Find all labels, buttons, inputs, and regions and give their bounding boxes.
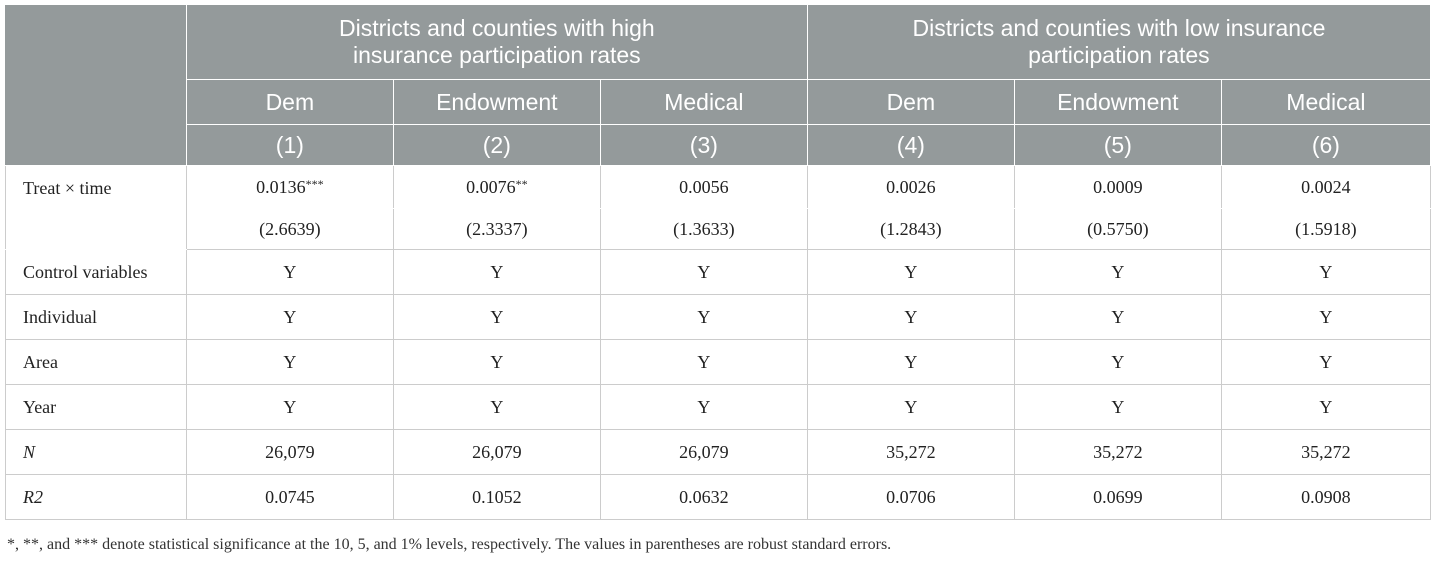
- coef-cell: 0.0056: [600, 166, 807, 209]
- table-cell: 0.0699: [1014, 475, 1221, 520]
- row-label-year: Year: [6, 385, 187, 430]
- column-header-name: Dem: [807, 80, 1014, 125]
- table-cell: 0.0706: [807, 475, 1014, 520]
- significance-stars: ***: [305, 176, 324, 191]
- table-cell: 26,079: [600, 430, 807, 475]
- table-header: [6, 5, 1431, 166]
- table-cell: Y: [393, 340, 600, 385]
- table-row-individual: [6, 295, 1431, 340]
- table-cell: Y: [600, 340, 807, 385]
- table-row-n: [6, 430, 1431, 475]
- row-label-n: N: [6, 430, 187, 475]
- table-cell: Y: [1221, 340, 1430, 385]
- table-cell: 26,079: [393, 430, 600, 475]
- group-header-low: Districts and counties with low insurance participation rates: [807, 5, 1430, 80]
- table-cell: 26,079: [186, 430, 393, 475]
- table-row-year: [6, 385, 1431, 430]
- se-cell: (1.5918): [1221, 209, 1430, 250]
- column-header-name: Endowment: [393, 80, 600, 125]
- table-cell: Y: [393, 295, 600, 340]
- table-cell: Y: [393, 385, 600, 430]
- table-cell: Y: [1221, 250, 1430, 295]
- table-cell: Y: [1221, 385, 1430, 430]
- coef-cell: 0.0136***: [186, 166, 393, 209]
- table-row-area: [6, 340, 1431, 385]
- row-label-area: Area: [6, 340, 187, 385]
- group-header-high: Districts and counties with high insurance participation rates: [186, 5, 807, 80]
- table-cell: 35,272: [807, 430, 1014, 475]
- table-cell: Y: [1014, 340, 1221, 385]
- table-row-r2: [6, 475, 1431, 520]
- table-cell: Y: [186, 295, 393, 340]
- table-cell: Y: [600, 385, 807, 430]
- table-cell: Y: [393, 250, 600, 295]
- regression-table: [5, 4, 1431, 520]
- table-cell: Y: [1014, 295, 1221, 340]
- column-header-number: (6): [1221, 125, 1430, 166]
- table-cell: Y: [186, 385, 393, 430]
- table-cell: 0.0908: [1221, 475, 1430, 520]
- significance-stars: **: [515, 176, 528, 191]
- column-header-number: (1): [186, 125, 393, 166]
- table-cell: Y: [1221, 295, 1430, 340]
- table-cell: Y: [186, 250, 393, 295]
- row-label-treat: Treat × time: [6, 166, 187, 250]
- header-corner: [6, 5, 187, 166]
- coef-cell: 0.0024: [1221, 166, 1430, 209]
- column-header-number: (2): [393, 125, 600, 166]
- row-label-individual: Individual: [6, 295, 187, 340]
- table-cell: 35,272: [1014, 430, 1221, 475]
- table-cell: Y: [807, 385, 1014, 430]
- column-header-name: Medical: [1221, 80, 1430, 125]
- coef-cell: 0.0009: [1014, 166, 1221, 209]
- row-label-control: Control variables: [6, 250, 187, 295]
- table-cell: Y: [807, 340, 1014, 385]
- coef-cell: 0.0076**: [393, 166, 600, 209]
- column-header-name: Medical: [600, 80, 807, 125]
- table-cell: Y: [807, 295, 1014, 340]
- table-row-control: [6, 250, 1431, 295]
- table-cell: 0.0632: [600, 475, 807, 520]
- table-row-treat-se: [6, 209, 1431, 250]
- se-cell: (2.3337): [393, 209, 600, 250]
- column-header-number: (4): [807, 125, 1014, 166]
- table-cell: Y: [186, 340, 393, 385]
- column-header-name: Endowment: [1014, 80, 1221, 125]
- column-header-name: Dem: [186, 80, 393, 125]
- se-cell: (1.2843): [807, 209, 1014, 250]
- table-body: [6, 166, 1431, 520]
- table-cell: Y: [1014, 385, 1221, 430]
- se-cell: (0.5750): [1014, 209, 1221, 250]
- table-cell: Y: [1014, 250, 1221, 295]
- table-row-treat-coef: [6, 166, 1431, 209]
- table-footnote: *, **, and *** denote statistical significance at the 10, 5, and 1% levels, respectively. The values in parentheses are robust standard errors.: [7, 536, 892, 553]
- table-cell: Y: [600, 250, 807, 295]
- table-cell: Y: [807, 250, 1014, 295]
- table-cell: 0.1052: [393, 475, 600, 520]
- se-cell: (1.3633): [600, 209, 807, 250]
- table-cell: 0.0745: [186, 475, 393, 520]
- column-header-number: (3): [600, 125, 807, 166]
- coef-cell: 0.0026: [807, 166, 1014, 209]
- column-header-number: (5): [1014, 125, 1221, 166]
- table-cell: Y: [600, 295, 807, 340]
- row-label-r2: R2: [6, 475, 187, 520]
- table-cell: 35,272: [1221, 430, 1430, 475]
- se-cell: (2.6639): [186, 209, 393, 250]
